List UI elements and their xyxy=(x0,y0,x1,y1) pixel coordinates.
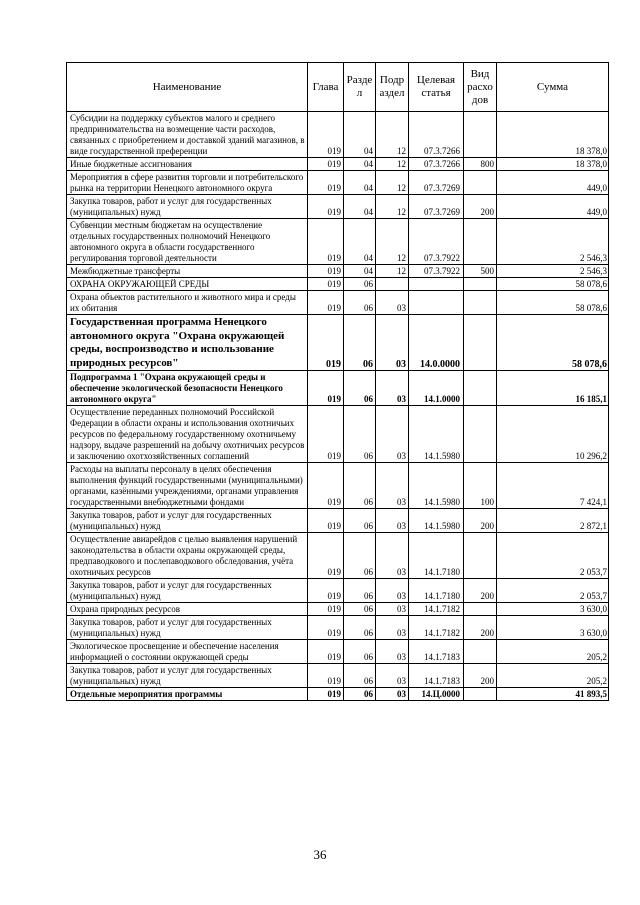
cell-target: 14.1.5980 xyxy=(409,463,464,509)
cell-sum: 449,0 xyxy=(497,171,609,195)
cell-subsection: 12 xyxy=(376,195,409,219)
cell-sum: 2 053,7 xyxy=(497,579,609,603)
cell-target: 14.1.7180 xyxy=(409,579,464,603)
table-row xyxy=(67,171,609,195)
cell-name: Субсидии на поддержку субъектов малого и среднего предпринимательства на возмещение части расходов, связанных с приобретением и доставкой зданий магазинов, в виде государственной преференции xyxy=(67,112,308,158)
cell-name: Осуществление авиарейдов с целью выявления нарушений законодательства в области охраны окружающей среды, предпаводкового и послепаводкового обследования, учёта охотничьих ресурсов xyxy=(67,533,308,579)
header-type: Вид расхо дов xyxy=(464,63,497,112)
cell-chapter: 019 xyxy=(308,406,344,463)
cell-section: 06 xyxy=(344,603,376,616)
cell-type xyxy=(464,406,497,463)
cell-sum: 2 546,3 xyxy=(497,265,609,278)
cell-chapter: 019 xyxy=(308,291,344,315)
cell-sum: 10 296,2 xyxy=(497,406,609,463)
cell-chapter: 019 xyxy=(308,219,344,265)
table-row xyxy=(67,603,609,616)
cell-target: 07.3.7266 xyxy=(409,112,464,158)
budget-table xyxy=(66,62,609,701)
cell-sum: 7 424,1 xyxy=(497,463,609,509)
cell-chapter: 019 xyxy=(308,112,344,158)
cell-subsection: 03 xyxy=(376,315,409,371)
cell-chapter: 019 xyxy=(308,463,344,509)
cell-type: 800 xyxy=(464,158,497,171)
cell-name: Государственная программа Ненецкого автономного округа "Охрана окружающей среды, воспроизводство и использование природных ресурсов" xyxy=(67,315,308,371)
cell-name: Закупка товаров, работ и услуг для государственных (муниципальных) нужд xyxy=(67,616,308,640)
table-row xyxy=(67,158,609,171)
cell-subsection: 12 xyxy=(376,171,409,195)
cell-section: 06 xyxy=(344,640,376,664)
cell-section: 06 xyxy=(344,315,376,371)
cell-section: 06 xyxy=(344,664,376,688)
cell-chapter: 019 xyxy=(308,688,344,701)
header-section: Разде л xyxy=(344,63,376,112)
table-row xyxy=(67,278,609,291)
cell-name: Подпрограмма 1 "Охрана окружающей среды и обеспечение экологической безопасности Ненецкого автономного округа" xyxy=(67,371,308,406)
cell-type: 200 xyxy=(464,579,497,603)
cell-section: 06 xyxy=(344,406,376,463)
cell-section: 04 xyxy=(344,171,376,195)
cell-target: 14.1.7183 xyxy=(409,640,464,664)
cell-subsection: 12 xyxy=(376,158,409,171)
cell-sum: 16 185,1 xyxy=(497,371,609,406)
cell-type xyxy=(464,371,497,406)
cell-subsection: 12 xyxy=(376,265,409,278)
header-name: Наименование xyxy=(67,63,308,112)
cell-name: Закупка товаров, работ и услуг для государственных (муниципальных) нужд xyxy=(67,509,308,533)
cell-name: Охрана природных ресурсов xyxy=(67,603,308,616)
cell-target: 14.Ц.0000 xyxy=(409,688,464,701)
cell-subsection xyxy=(376,278,409,291)
cell-chapter: 019 xyxy=(308,195,344,219)
cell-target: 07.3.7922 xyxy=(409,219,464,265)
cell-section: 06 xyxy=(344,688,376,701)
cell-name: Субвенции местным бюджетам на осуществление отдельных государственных полномочий Ненецкого автономного округа в области государственного регулирования торговой деятельности xyxy=(67,219,308,265)
table-row xyxy=(67,265,609,278)
cell-subsection: 12 xyxy=(376,219,409,265)
cell-target: 14.1.7180 xyxy=(409,533,464,579)
cell-subsection: 03 xyxy=(376,616,409,640)
cell-section: 04 xyxy=(344,158,376,171)
table-row xyxy=(67,315,609,371)
cell-section: 04 xyxy=(344,219,376,265)
cell-chapter: 019 xyxy=(308,265,344,278)
table-row xyxy=(67,533,609,579)
cell-chapter: 019 xyxy=(308,603,344,616)
cell-name: Закупка товаров, работ и услуг для государственных (муниципальных) нужд xyxy=(67,579,308,603)
cell-sum: 205,2 xyxy=(497,640,609,664)
cell-chapter: 019 xyxy=(308,509,344,533)
cell-subsection: 03 xyxy=(376,664,409,688)
cell-sum: 3 630,0 xyxy=(497,616,609,640)
cell-type: 200 xyxy=(464,195,497,219)
cell-section: 06 xyxy=(344,616,376,640)
cell-target: 14.1.7182 xyxy=(409,603,464,616)
table-row xyxy=(67,664,609,688)
cell-sum: 58 078,6 xyxy=(497,315,609,371)
cell-target: 14.1.7182 xyxy=(409,616,464,640)
cell-target xyxy=(409,291,464,315)
cell-name: Межбюджетные трансферты xyxy=(67,265,308,278)
cell-name: Охрана объектов растительного и животного мира и среды их обитания xyxy=(67,291,308,315)
cell-target: 07.3.7269 xyxy=(409,171,464,195)
table-row xyxy=(67,579,609,603)
cell-type xyxy=(464,171,497,195)
header-sum: Сумма xyxy=(497,63,609,112)
cell-target: 14.1.5980 xyxy=(409,406,464,463)
cell-chapter: 019 xyxy=(308,579,344,603)
cell-subsection: 03 xyxy=(376,463,409,509)
table-row xyxy=(67,463,609,509)
cell-sum: 205,2 xyxy=(497,664,609,688)
cell-subsection: 03 xyxy=(376,603,409,616)
cell-chapter: 019 xyxy=(308,315,344,371)
header-target: Целевая статья xyxy=(409,63,464,112)
cell-subsection: 03 xyxy=(376,509,409,533)
page-number: 36 xyxy=(313,847,327,862)
cell-name: ОХРАНА ОКРУЖАЮЩЕЙ СРЕДЫ xyxy=(67,278,308,291)
cell-sum: 449,0 xyxy=(497,195,609,219)
cell-chapter: 019 xyxy=(308,640,344,664)
table-row xyxy=(67,616,609,640)
cell-target: 14.0.0000 xyxy=(409,315,464,371)
table-row xyxy=(67,291,609,315)
cell-subsection: 03 xyxy=(376,371,409,406)
cell-subsection: 03 xyxy=(376,688,409,701)
cell-sum: 41 893,5 xyxy=(497,688,609,701)
cell-subsection: 03 xyxy=(376,579,409,603)
cell-type: 500 xyxy=(464,265,497,278)
cell-subsection: 03 xyxy=(376,533,409,579)
cell-type xyxy=(464,603,497,616)
cell-sum: 18 378,0 xyxy=(497,112,609,158)
cell-sum: 2 053,7 xyxy=(497,533,609,579)
cell-name: Закупка товаров, работ и услуг для государственных (муниципальных) нужд xyxy=(67,195,308,219)
cell-name: Закупка товаров, работ и услуг для государственных (муниципальных) нужд xyxy=(67,664,308,688)
cell-name: Иные бюджетные ассигнования xyxy=(67,158,308,171)
cell-type xyxy=(464,291,497,315)
cell-name: Расходы на выплаты персоналу в целях обеспечения выполнения функций государственными (муниципальными) органами, казёнными учреждениями, органами управления государственными внебюджетными фондами xyxy=(67,463,308,509)
cell-section: 06 xyxy=(344,278,376,291)
cell-chapter: 019 xyxy=(308,616,344,640)
table-row xyxy=(67,219,609,265)
cell-type: 200 xyxy=(464,509,497,533)
cell-chapter: 019 xyxy=(308,278,344,291)
cell-section: 06 xyxy=(344,291,376,315)
cell-chapter: 019 xyxy=(308,533,344,579)
table-row xyxy=(67,406,609,463)
cell-section: 04 xyxy=(344,195,376,219)
cell-type xyxy=(464,278,497,291)
cell-chapter: 019 xyxy=(308,171,344,195)
cell-sum: 2 872,1 xyxy=(497,509,609,533)
cell-subsection: 03 xyxy=(376,406,409,463)
cell-type xyxy=(464,315,497,371)
cell-type xyxy=(464,533,497,579)
cell-target: 07.3.7922 xyxy=(409,265,464,278)
header-subsection: Подр аздел xyxy=(376,63,409,112)
cell-type xyxy=(464,219,497,265)
table-body xyxy=(67,112,609,701)
cell-section: 06 xyxy=(344,371,376,406)
cell-name: Экологическое просвещение и обеспечение населения информацией о состоянии окружающей среды xyxy=(67,640,308,664)
cell-chapter: 019 xyxy=(308,371,344,406)
cell-name: Мероприятия в сфере развития торговли и потребительского рынка на территории Ненецкого автономного округа xyxy=(67,171,308,195)
cell-sum: 18 378,0 xyxy=(497,158,609,171)
cell-target: 14.1.5980 xyxy=(409,509,464,533)
cell-type xyxy=(464,688,497,701)
cell-sum: 58 078,6 xyxy=(497,278,609,291)
cell-target: 07.3.7269 xyxy=(409,195,464,219)
cell-type: 100 xyxy=(464,463,497,509)
cell-type xyxy=(464,112,497,158)
cell-type xyxy=(464,640,497,664)
cell-chapter: 019 xyxy=(308,158,344,171)
cell-sum: 58 078,6 xyxy=(497,291,609,315)
table-row xyxy=(67,688,609,701)
cell-section: 06 xyxy=(344,509,376,533)
cell-target xyxy=(409,278,464,291)
cell-sum: 3 630,0 xyxy=(497,603,609,616)
header-chapter: Глава xyxy=(308,63,344,112)
cell-chapter: 019 xyxy=(308,664,344,688)
cell-subsection: 12 xyxy=(376,112,409,158)
cell-section: 04 xyxy=(344,265,376,278)
table-row xyxy=(67,112,609,158)
cell-section: 04 xyxy=(344,112,376,158)
cell-sum: 2 546,3 xyxy=(497,219,609,265)
cell-type: 200 xyxy=(464,616,497,640)
table-row xyxy=(67,371,609,406)
cell-target: 14.1.0000 xyxy=(409,371,464,406)
table-header-row xyxy=(67,63,609,112)
cell-section: 06 xyxy=(344,533,376,579)
cell-target: 07.3.7266 xyxy=(409,158,464,171)
cell-name: Отдельные мероприятия программы xyxy=(67,688,308,701)
cell-target: 14.1.7183 xyxy=(409,664,464,688)
table-row xyxy=(67,640,609,664)
table-row xyxy=(67,195,609,219)
cell-section: 06 xyxy=(344,579,376,603)
cell-name: Осуществление переданных полномочий Российской Федерации в области охраны и использования охотничьих ресурсов по федеральному государственному охотничьему надзору, выдаче разрешений на добычу охотничьих ресурсов и заключению охотхозяйственных соглашений xyxy=(67,406,308,463)
table-row xyxy=(67,509,609,533)
cell-subsection: 03 xyxy=(376,640,409,664)
cell-subsection: 03 xyxy=(376,291,409,315)
cell-type: 200 xyxy=(464,664,497,688)
cell-section: 06 xyxy=(344,463,376,509)
